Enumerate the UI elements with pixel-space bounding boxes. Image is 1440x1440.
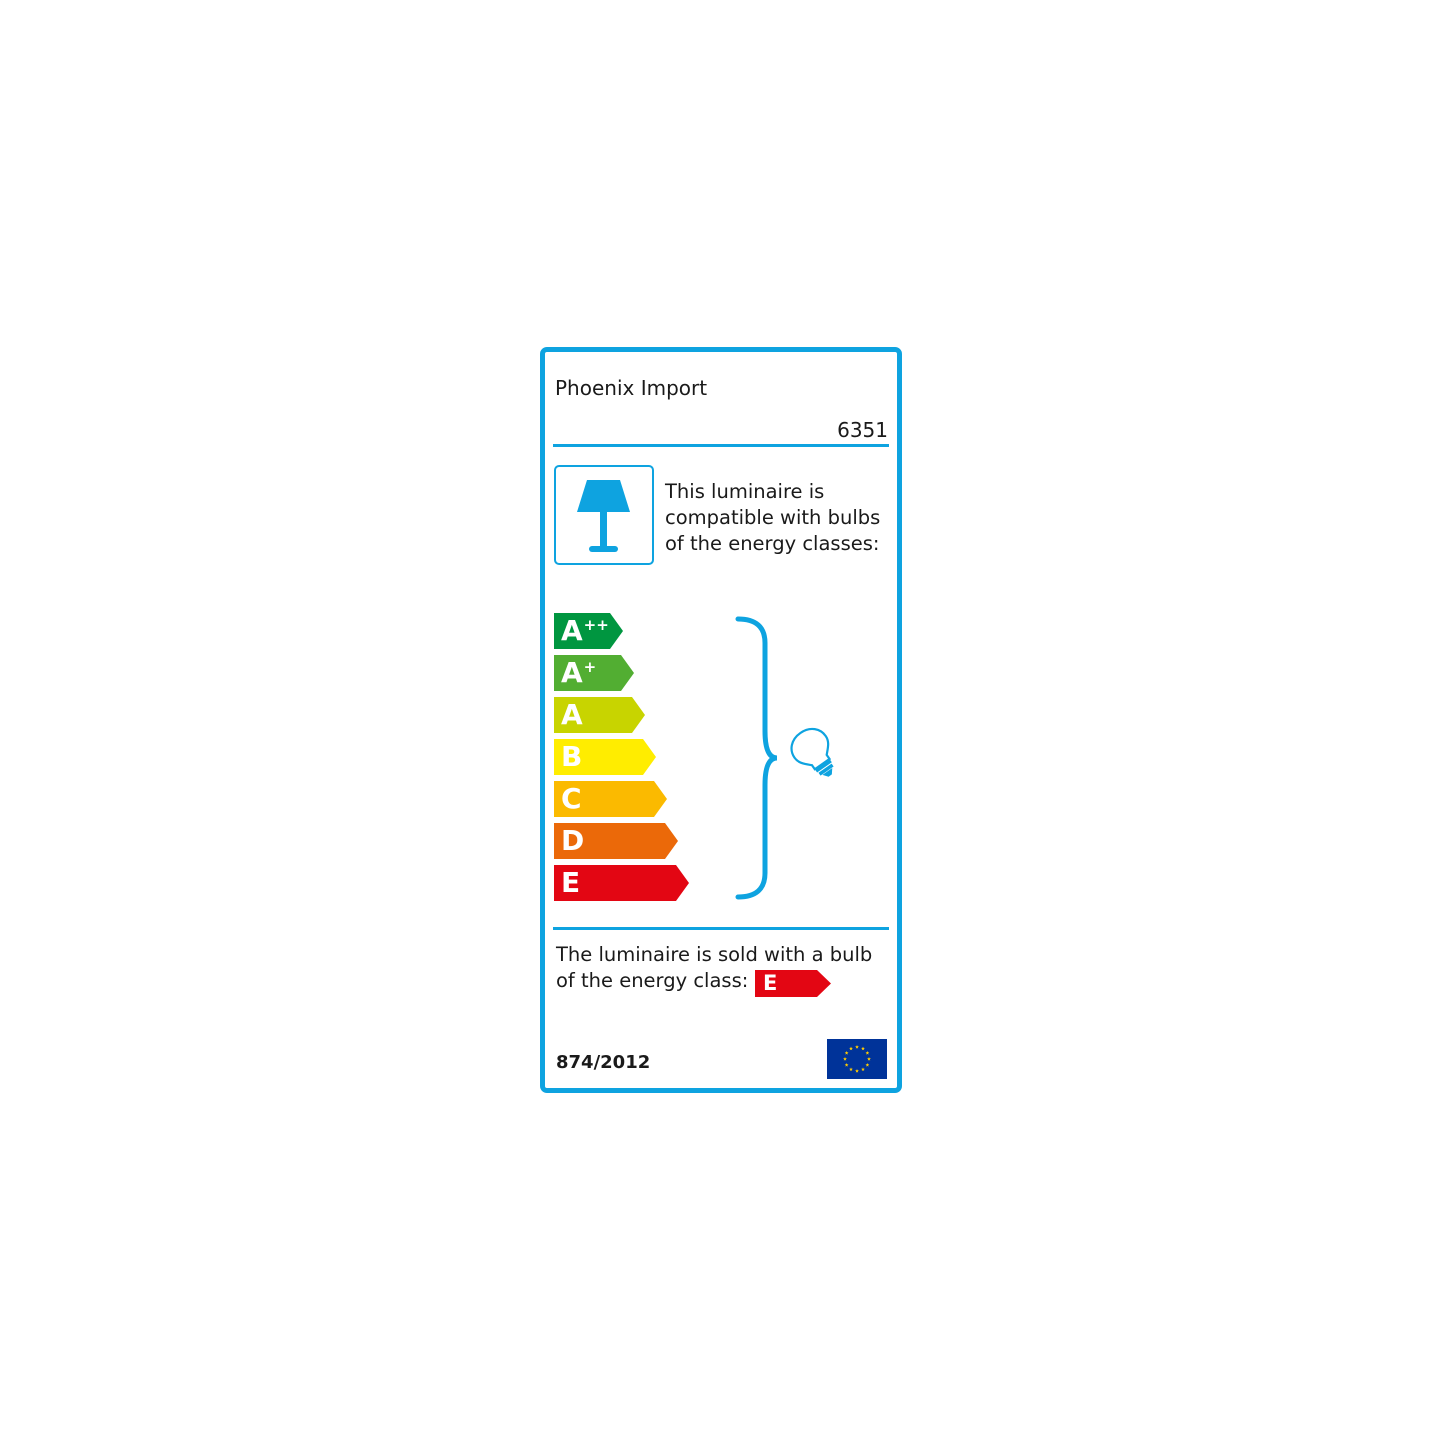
light-bulb-icon	[785, 725, 847, 780]
bottom-divider	[553, 927, 889, 930]
energy-class-letter: E	[561, 866, 581, 899]
lamp-icon-box	[554, 465, 654, 565]
energy-class-plus: +	[583, 658, 597, 676]
compatibility-text	[665, 479, 880, 557]
energy-class-arrow	[554, 697, 645, 733]
energy-class-letter: A	[561, 698, 583, 731]
energy-class-arrow	[554, 781, 667, 817]
compat-line-1: This luminaire is	[665, 480, 825, 503]
energy-class-arrow	[554, 823, 678, 859]
sold-line-2: of the energy class:	[556, 969, 749, 992]
brace-icon	[735, 613, 780, 903]
sold-line-1: The luminaire is sold with a bulb	[556, 943, 873, 966]
model-number: 6351	[837, 418, 888, 442]
table-lamp-icon	[556, 467, 651, 562]
regulation-number: 874/2012	[556, 1052, 651, 1073]
energy-class-arrow	[554, 655, 634, 691]
energy-class-arrow	[554, 865, 689, 901]
energy-class-letter: B	[561, 740, 583, 773]
supplier-name: Phoenix Import	[555, 376, 708, 400]
compat-line-2: compatible with bulbs	[665, 506, 881, 529]
top-divider	[553, 444, 889, 447]
energy-class-letter: A++	[561, 614, 609, 647]
sold-class-letter: E	[763, 971, 778, 995]
energy-class-letter: D	[561, 824, 585, 857]
energy-class-letter: C	[561, 782, 582, 815]
sold-class-arrow	[755, 970, 831, 997]
energy-class-plus: ++	[583, 616, 609, 634]
compat-line-3: of the energy classes:	[665, 532, 880, 555]
energy-class-letter: A+	[561, 656, 597, 689]
energy-class-arrow	[554, 613, 623, 649]
eu-flag-icon	[827, 1039, 887, 1079]
energy-class-arrow	[554, 739, 656, 775]
